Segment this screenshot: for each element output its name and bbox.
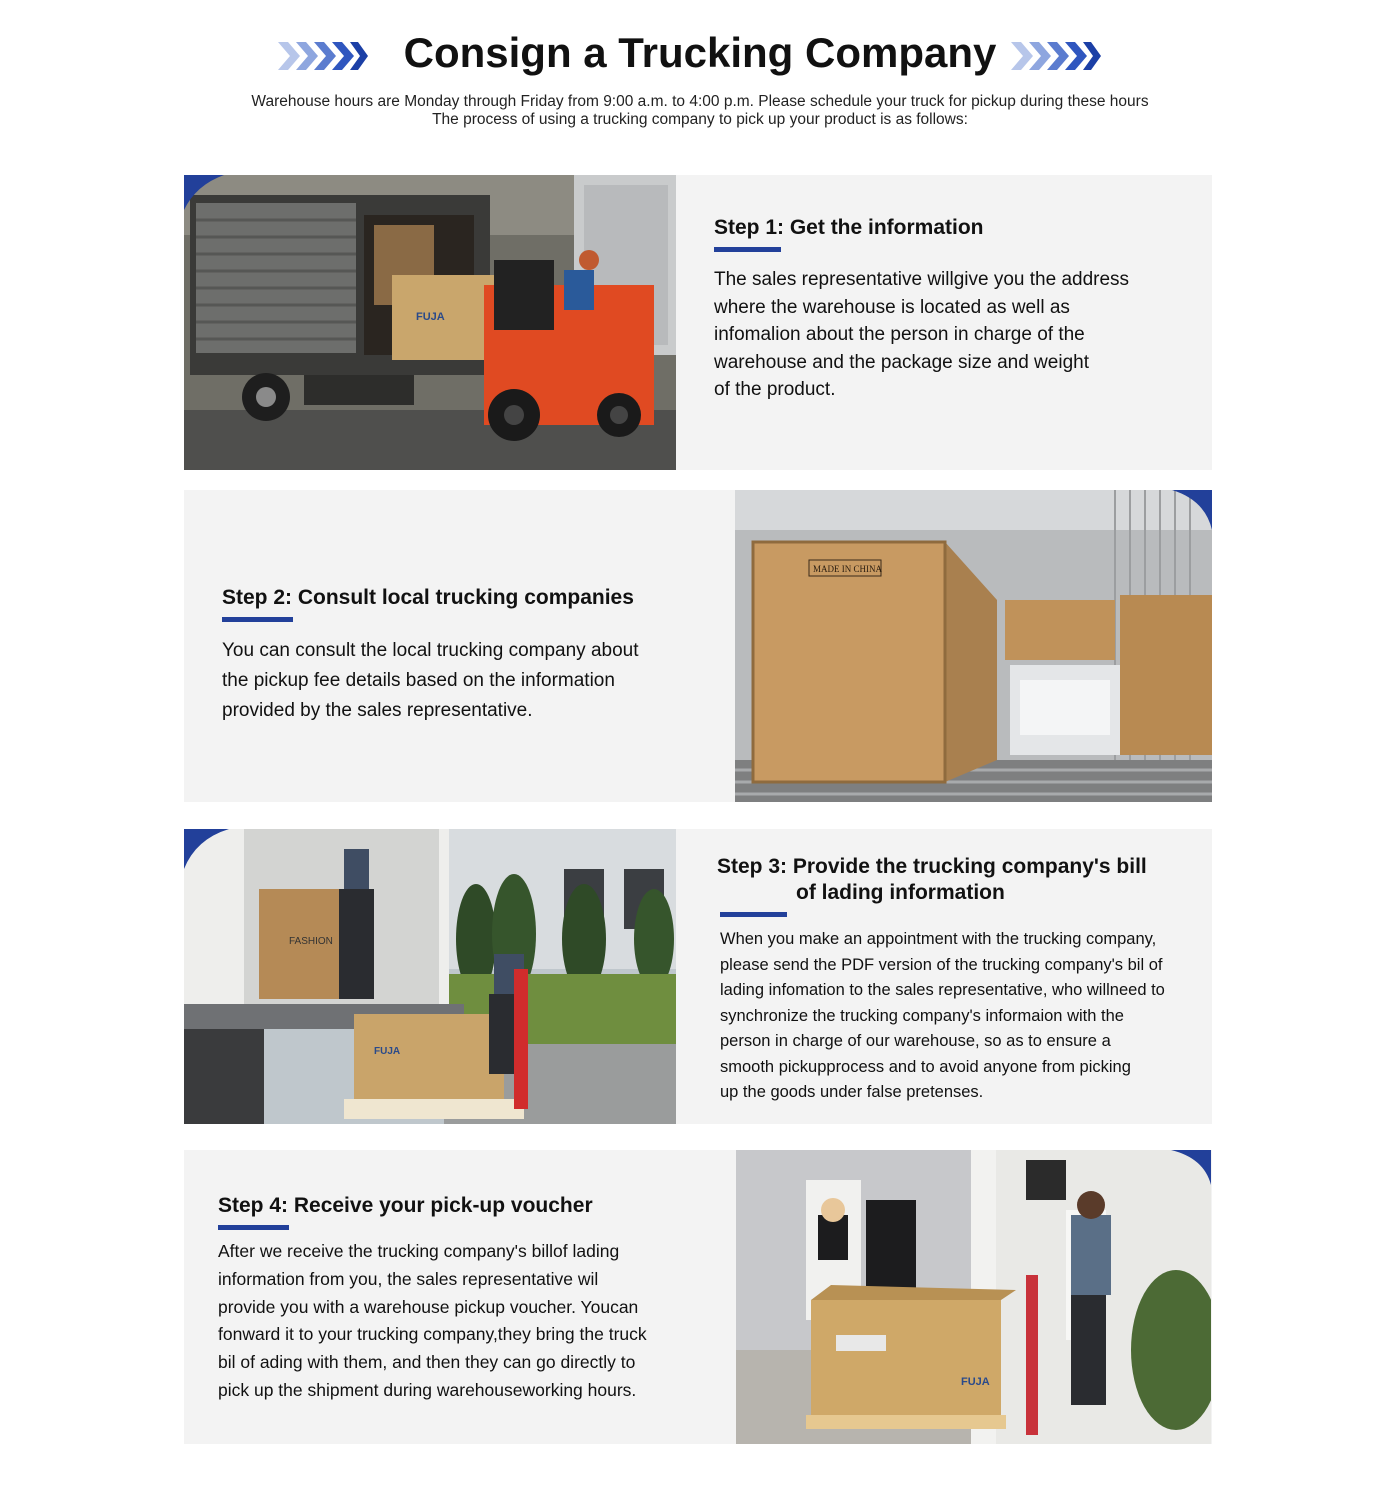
step-4-line: bil of ading with them, and then they can go directly to bbox=[218, 1352, 636, 1373]
step-2-description bbox=[222, 636, 692, 726]
step-4-line: information from you, the sales representative wil bbox=[218, 1268, 599, 1289]
step-1-description bbox=[714, 266, 1184, 404]
box-brand-label: FASHION bbox=[289, 936, 333, 947]
step-1-line: where the warehouse is located as well as bbox=[714, 296, 1070, 318]
step-3-line: lading infomation to the sales representative, who willneed to bbox=[720, 981, 1165, 999]
step-3-description bbox=[720, 927, 1207, 1106]
forklift-loading-truck-photo bbox=[184, 175, 676, 470]
step-4-title: Step 4: Receive your pick-up voucher bbox=[218, 1194, 593, 1217]
crate-pickup-at-door-photo bbox=[736, 1150, 1211, 1444]
step-4-line: provide you with a warehouse pickup voucher. Youcan bbox=[218, 1296, 639, 1317]
step-4-underline bbox=[218, 1225, 289, 1230]
crate-origin-label: MADE IN CHINA bbox=[813, 564, 882, 574]
step-3-underline bbox=[720, 912, 787, 917]
step-3-line: person in charge of our warehouse, so as to ensure a bbox=[720, 1032, 1111, 1050]
step-1-title: Step 1: Get the information bbox=[714, 216, 984, 239]
step-1-panel bbox=[184, 175, 1212, 470]
step-2-panel bbox=[184, 490, 1212, 802]
step-2-underline bbox=[222, 617, 293, 622]
step-1-line: infomalion about the person in charge of the bbox=[714, 324, 1085, 346]
step-3-title-line-2: of lading information bbox=[796, 881, 1005, 904]
step-3-line: up the goods under false pretenses. bbox=[720, 1083, 984, 1101]
crate-brand-label: FUJA bbox=[416, 311, 445, 323]
step-3-line: synchronize the trucking company's informaion with the bbox=[720, 1006, 1124, 1025]
intro-line-1: Warehouse hours are Monday through Friday from 9:00 a.m. to 4:00 p.m. Please schedule your truck for pickup during these hours bbox=[251, 93, 1149, 110]
crates-in-container-photo bbox=[735, 490, 1212, 802]
step-4-line: After we receive the trucking company's billof lading bbox=[218, 1241, 620, 1261]
step-2-text bbox=[222, 585, 692, 726]
step-3-title-line-1: Step 3: Provide the trucking company's bill bbox=[717, 855, 1147, 878]
crate-brand-label: FUJA bbox=[961, 1376, 990, 1388]
step-3-line: When you make an appointment with the trucking company, bbox=[720, 930, 1157, 948]
step-1-underline bbox=[714, 247, 781, 252]
step-1-line: warehouse and the package size and weight bbox=[714, 351, 1089, 373]
step-3-title bbox=[717, 854, 1207, 906]
truck-liftgate-delivery-photo bbox=[184, 829, 676, 1124]
step-1-text bbox=[714, 215, 1184, 404]
step-3-line: please send the PDF version of the trucking company's bil of bbox=[720, 955, 1163, 974]
step-3-panel bbox=[184, 829, 1212, 1124]
step-1-line: The sales representative willgive you the address bbox=[714, 269, 1130, 290]
step-2-title: Step 2: Consult local trucking companies bbox=[222, 586, 634, 609]
step-2-line: You can consult the local trucking company about bbox=[222, 640, 639, 661]
step-3-text bbox=[717, 854, 1207, 1106]
step-4-line: pick up the shipment during warehouseworking hours. bbox=[218, 1379, 637, 1400]
intro-line-2: The process of using a trucking company to pick up your product is as follows: bbox=[432, 111, 968, 128]
step-2-line: provided by the sales representative. bbox=[222, 700, 533, 721]
intro-text bbox=[0, 93, 1400, 129]
page-header bbox=[0, 26, 1400, 86]
step-4-description bbox=[218, 1238, 698, 1405]
page-title: Consign a Trucking Company bbox=[403, 29, 997, 76]
step-2-line: the pickup fee details based on the information bbox=[222, 670, 615, 691]
step-4-line: fonward it to your trucking company,they bring the truck bbox=[218, 1324, 647, 1345]
step-4-panel bbox=[184, 1150, 1212, 1444]
step-3-line: smooth pickupprocess and to avoid anyone from picking bbox=[720, 1057, 1131, 1076]
step-1-line: of the product. bbox=[714, 379, 836, 401]
chevrons-right-icon bbox=[1011, 40, 1101, 72]
crate-brand-label: FUJA bbox=[374, 1046, 401, 1057]
step-4-text bbox=[218, 1193, 698, 1405]
